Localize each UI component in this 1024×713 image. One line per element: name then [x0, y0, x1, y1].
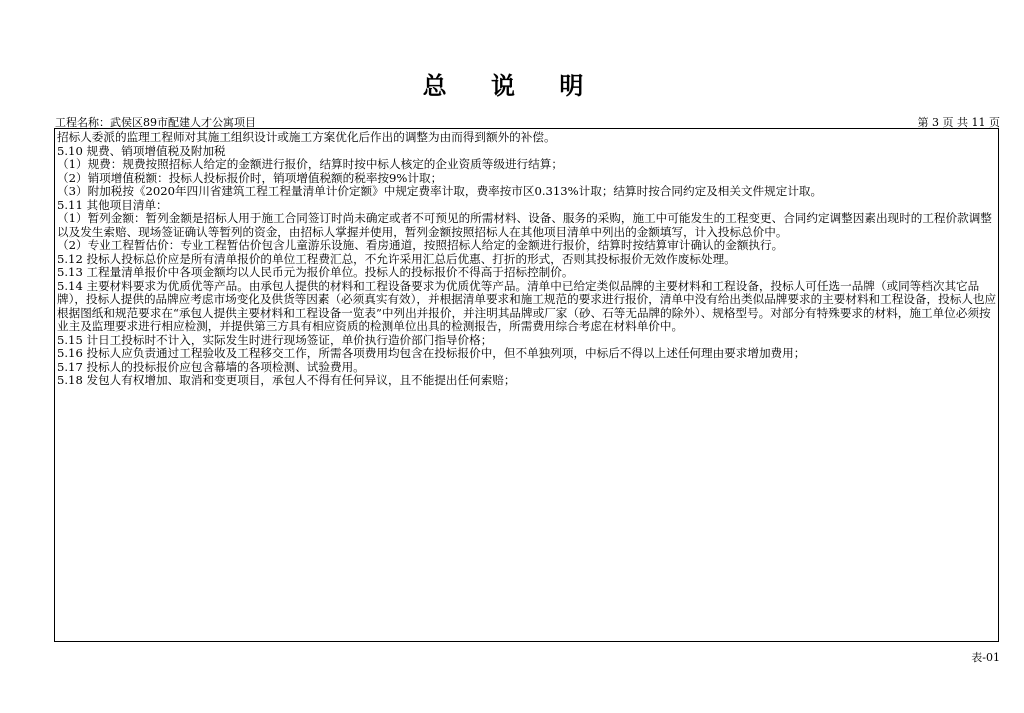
- paragraph: 5.18 发包人有权增加、取消和变更项目，承包人不得有任何异议，且不能提出任何索赔；: [57, 373, 516, 387]
- page-title: 总 说 明: [422, 71, 602, 100]
- paragraph: 5.17 投标人的投标报价应包含幕墙的各项检测、试验费用。: [57, 359, 365, 374]
- project-name: 工程名称：武侯区89市配建人才公寓项目: [55, 116, 256, 129]
- paragraph: （2）销项增值税额：投标人投标报价时，销项增值税额的税率按9%计取；: [57, 170, 443, 185]
- paragraph: 招标人委派的监理工程师对其施工组织设计或施工方案优化后作出的调整为由而得到额外的补偿。: [57, 130, 556, 144]
- paragraph: （3）附加税按《2020年四川省建筑工程工程量清单计价定额》中规定费率计取，费率按市区0.313%计取；结算时按合同约定及相关文件规定计取。: [57, 184, 823, 198]
- paragraph: （2）专业工程暂估价：专业工程暂估价包含儿童游乐设施、看房通道，按照招标人给定的金额进行报价，结算时按结算审计确认的金额执行。: [57, 238, 784, 252]
- paragraph: 5.13 工程量清单报价中各项金额均以人民币元为报价单位。投标人的投标报价不得高于招标控制价。: [57, 265, 574, 279]
- paragraph: 5.14 主要材料要求为优质优等产品。由承包人提供的材料和工程设备要求为优质优等产品。清单中已给定类似品牌的主要材料和工程设备，投标人可任选一品牌（或同等档次其它品牌），投标人提供的品牌应考虑市场变化及供货等因素（必须真实有效），并根据清单要求和施工规范的要求进行报价，清单中没有给出类似品牌要求的主要材料和工程设备，投标人也应根据图纸和规范要求在“承包人提供主要材料和工程设备一览表”中列出并报价，并注明其品牌或厂家（砂、石等无品牌的除外）、规格型号。对部分有特殊要求的材料，施工单位必须按业主及监理要求进行相应检测，并提供第三方具有相应资质的检测单位出具的检测报告，所需费用综合考虑在材料单价中。: [57, 278, 997, 333]
- section-heading: 5.11 其他项目清单：: [57, 197, 168, 212]
- paragraph: 5.12 投标人投标总价应是所有清单报价的单位工程费汇总，不允许采用汇总后优惠、打折的形式，否则其投标报价无效作废标处理。: [57, 251, 736, 266]
- section-heading: 5.10 规费、销项增值税及附加税: [57, 143, 226, 158]
- form-code: 表-01: [971, 651, 1000, 664]
- paragraph: 5.15 计日工投标时不计入，实际发生时进行现场签证，单价执行造价部门指导价格；: [57, 332, 493, 347]
- page-number: 第 3 页 共 11 页: [917, 116, 1000, 129]
- description-body: [57, 131, 999, 388]
- paragraph: 5.16 投标人应负责通过工程验收及工程移交工作，所需各项费用均包含在投标报价中，但不单独列项，中标后不得以上述任何理由要求增加费用；: [57, 346, 806, 360]
- paragraph: （1）规费：规费按照招标人给定的金额进行报价，结算时按中标人核定的企业资质等级进行结算；: [57, 157, 563, 171]
- paragraph: （1）暂列金额：暂列金额是招标人用于施工合同签订时尚未确定或者不可预见的所需材料、设备、服务的采购，施工中可能发生的工程变更、合同约定调整因素出现时的工程价款调整以及发生索赔、现场签证确认等暂列的资金，由招标人掌握并使用，暂列金额按照招标人在其他项目清单中列出的金额填写，计入投标总价中。: [57, 211, 992, 239]
